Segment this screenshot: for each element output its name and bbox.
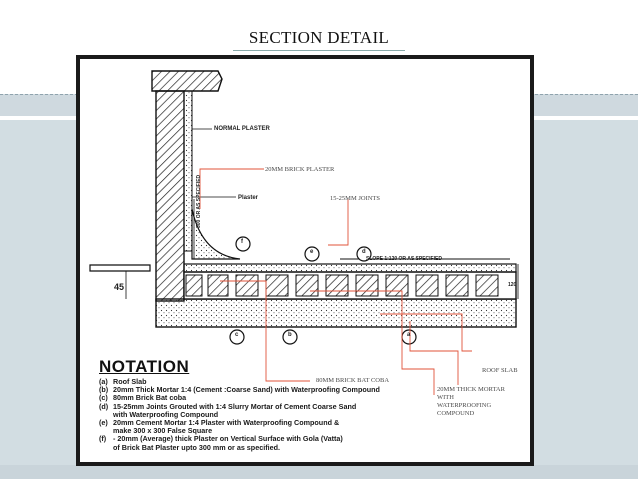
top-mortar-layer (184, 264, 516, 272)
drip-line (90, 265, 150, 271)
callout-brick-plaster: 20MM BRICK PLASTER (265, 166, 335, 173)
slide-title: SECTION DETAIL (248, 28, 390, 47)
marker-a: a (407, 332, 411, 338)
notation-title: NOTATION (99, 357, 190, 376)
callout-mortar (437, 386, 505, 418)
notation-list (99, 378, 439, 452)
label-dim-45: 45 (114, 282, 125, 292)
callout-mortar-line3: WATERPROOFING (437, 402, 492, 409)
notation-item: make 300 x 300 False Square (113, 426, 213, 436)
callout-mortar-line4: COMPOUND (437, 410, 475, 417)
notation-item: (e) 20mm Cement Mortar 1:4 Plaster with Waterproofing Compound & (99, 418, 340, 428)
notation-item: (d) 15-25mm Joints Grouted with 1:4 Slurry Mortar of Cement Coarse Sand (99, 401, 357, 411)
label-dim-120: 120 (508, 282, 517, 288)
marker-d: d (362, 249, 366, 255)
notation-item: of Brick Bat Plaster upto 300 mm or as specified. (113, 442, 280, 452)
marker-b: b (288, 332, 292, 338)
callout-mortar-line2: WITH (437, 394, 454, 401)
vertical-plaster (184, 91, 192, 251)
callout-mortar-line1: 20MM THICK MORTAR (437, 386, 505, 393)
parapet-coping (152, 71, 222, 91)
callout-roof-slab: ROOF SLAB (482, 367, 518, 374)
marker-f-circle (236, 237, 250, 251)
brick-bat-coba (184, 272, 516, 299)
label-normal-plaster: NORMAL PLASTER (214, 126, 270, 132)
notation-item: with Waterproofing Compound (113, 409, 219, 419)
label-plaster: Plaster (238, 195, 259, 201)
title-underline (233, 50, 405, 51)
callout-joints: 15-25MM JOINTS (330, 195, 381, 202)
notation-item: (a) Roof Slab (99, 377, 147, 386)
marker-e: e (310, 249, 314, 255)
callout-brick-bat-coba: 80MM BRICK BAT COBA (316, 377, 390, 384)
notation-item: (c) 80mm Brick Bat coba (99, 393, 187, 403)
marker-f: f (241, 239, 243, 245)
background-band-bottom (0, 465, 638, 479)
notation-item: (f) - 20mm (Average) thick Plaster on Vertical Surface with Gola (Vatta) (99, 434, 343, 444)
parapet-wall (156, 91, 184, 301)
marker-c: c (235, 332, 239, 338)
notation-item: (b) 20mm Thick Mortar 1:4 (Cement :Coarse Sand) with Waterproofing Compound (99, 385, 380, 395)
label-dim-300: 300 OR AS SPECIFIED (196, 174, 202, 228)
label-slope: SLOPE 1:120 OR AS SPECIFIED (366, 256, 442, 262)
